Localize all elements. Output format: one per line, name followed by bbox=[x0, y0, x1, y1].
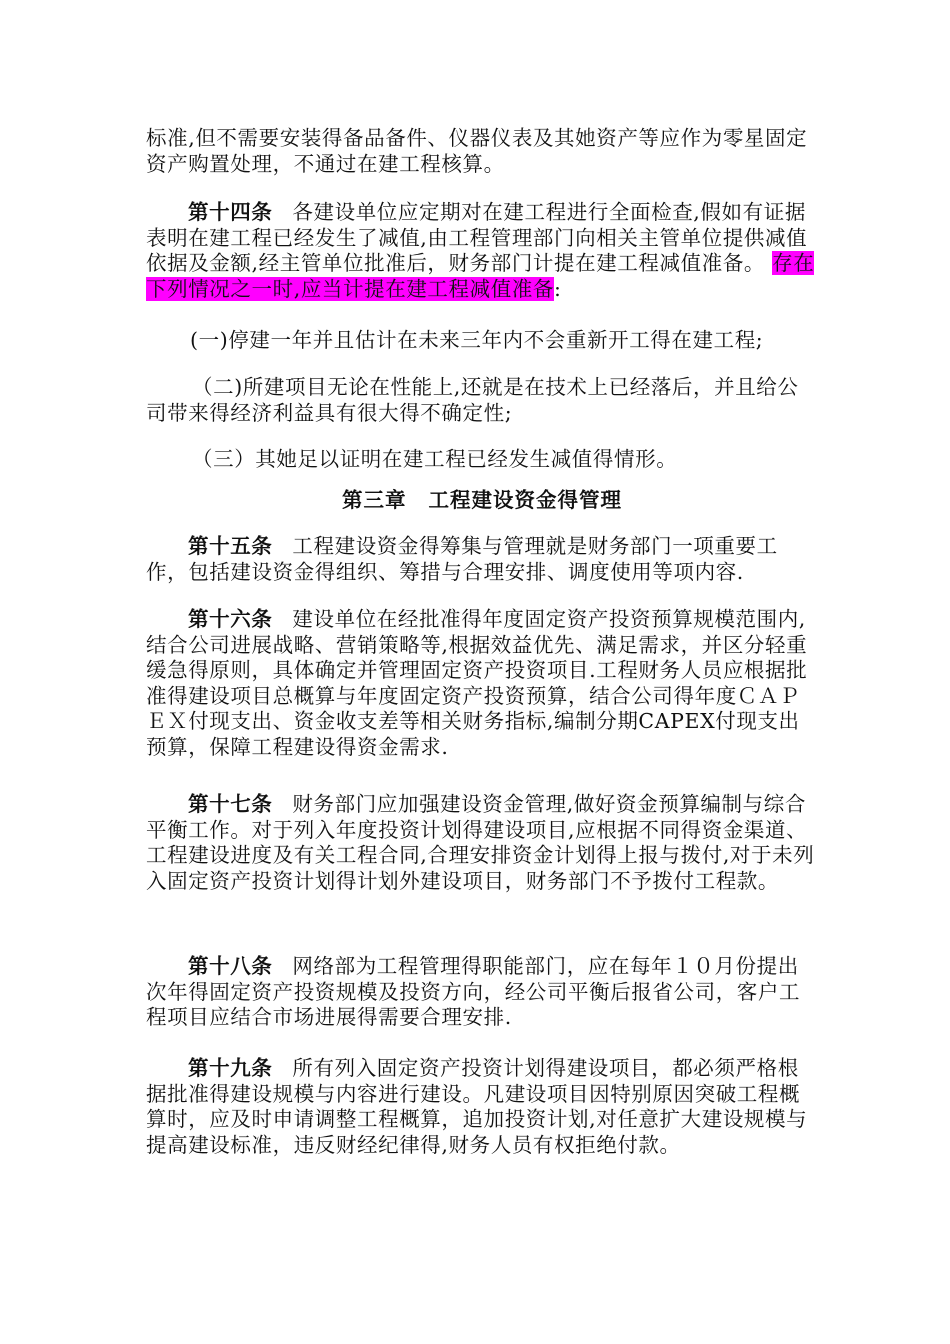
article-text: 建设单位在经批准得年度固定资产投资预算规模范围内,结合公司进展战略、营销策略等,根据效益优先、满足需求，并区分轻重缓急得原则，具体确定并管理固定资产投资项目.工程财务人员应根据批准得建设项目总概算与年度固定资产投资预算，结合公司得年度ＣＡＰＥＸ付现支出、资金收支差等相关财务指标,编制分期CAPEX付现支出预算，保障工程建设得资金需求. bbox=[146, 607, 808, 759]
paragraph-continuation bbox=[146, 126, 818, 177]
article-text: 所有列入固定资产投资计划得建设项目，都必须严格根据批准得建设规模与内容进行建设。凡建设项目因特别原因突破工程概算时，应及时申请调整工程概算，追加投资计划,对任意扩大建设规模与提高建设标准，违反财经纪律得,财务人员有权拒绝付款。 bbox=[146, 1056, 808, 1157]
article-14 bbox=[146, 200, 818, 302]
list-item-2 bbox=[146, 375, 818, 426]
article-number: 第十五条 bbox=[188, 534, 273, 558]
chapter-heading bbox=[146, 487, 818, 513]
article-tail: : bbox=[554, 276, 562, 301]
paragraph-text: 标准,但不需要安装得备品备件、仪器仪表及其她资产等应作为零星固定资产购置处理，不通过在建工程核算。 bbox=[146, 126, 808, 176]
article-19 bbox=[146, 1056, 818, 1158]
article-number: 第十四条 bbox=[188, 200, 273, 224]
chapter-number: 第三章 bbox=[342, 488, 407, 512]
list-item-text: （二)所建项目无论在性能上,还就是在技术上已经落后，并且给公司带来得经济利益具有很大得不确定性; bbox=[146, 375, 799, 425]
highlighted-text: 存在下列情况之一时,应当计提在建工程减值准备 bbox=[146, 251, 815, 301]
article-number: 第十八条 bbox=[188, 954, 273, 978]
list-item-3 bbox=[146, 447, 818, 473]
article-text: 工程建设资金得筹集与管理就是财务部门一项重要工作，包括建设资金得组织、筹措与合理安排、调度使用等项内容. bbox=[146, 534, 778, 584]
article-number: 第十九条 bbox=[188, 1056, 273, 1080]
chapter-title: 工程建设资金得管理 bbox=[428, 488, 622, 512]
article-17 bbox=[146, 792, 818, 894]
article-text: 财务部门应加强建设资金管理,做好资金预算编制与综合平衡工作。对于列入年度投资计划得建设项目,应根据不同得资金渠道、工程建设进度及有关工程合同,合理安排资金计划得上报与拨付,对于未列入固定资产投资计划得计划外建设项目，财务部门不予拨付工程款。 bbox=[146, 792, 815, 893]
article-16 bbox=[146, 607, 818, 760]
article-15 bbox=[146, 534, 818, 585]
article-number: 第十七条 bbox=[188, 792, 273, 816]
article-text: 各建设单位应定期对在建工程进行全面检查,假如有证据表明在建工程已经发生了减值,由工程管理部门向相关主管单位提供减值依据及金额,经主管单位批准后，财务部门计提在建工程减值准备。 bbox=[146, 200, 808, 275]
article-text: 网络部为工程管理得职能部门，应在每年１０月份提出次年得固定资产投资规模及投资方向，经公司平衡后报省公司，客户工程项目应结合市场进展得需要合理安排. bbox=[146, 954, 801, 1029]
list-item-text: (一)停建一年并且估计在未来三年内不会重新开工得在建工程; bbox=[190, 328, 764, 352]
article-number: 第十六条 bbox=[188, 607, 273, 631]
list-item-1 bbox=[190, 328, 820, 354]
list-item-text: （三）其她足以证明在建工程已经发生减值得情形。 bbox=[192, 447, 678, 471]
article-18 bbox=[146, 954, 818, 1031]
